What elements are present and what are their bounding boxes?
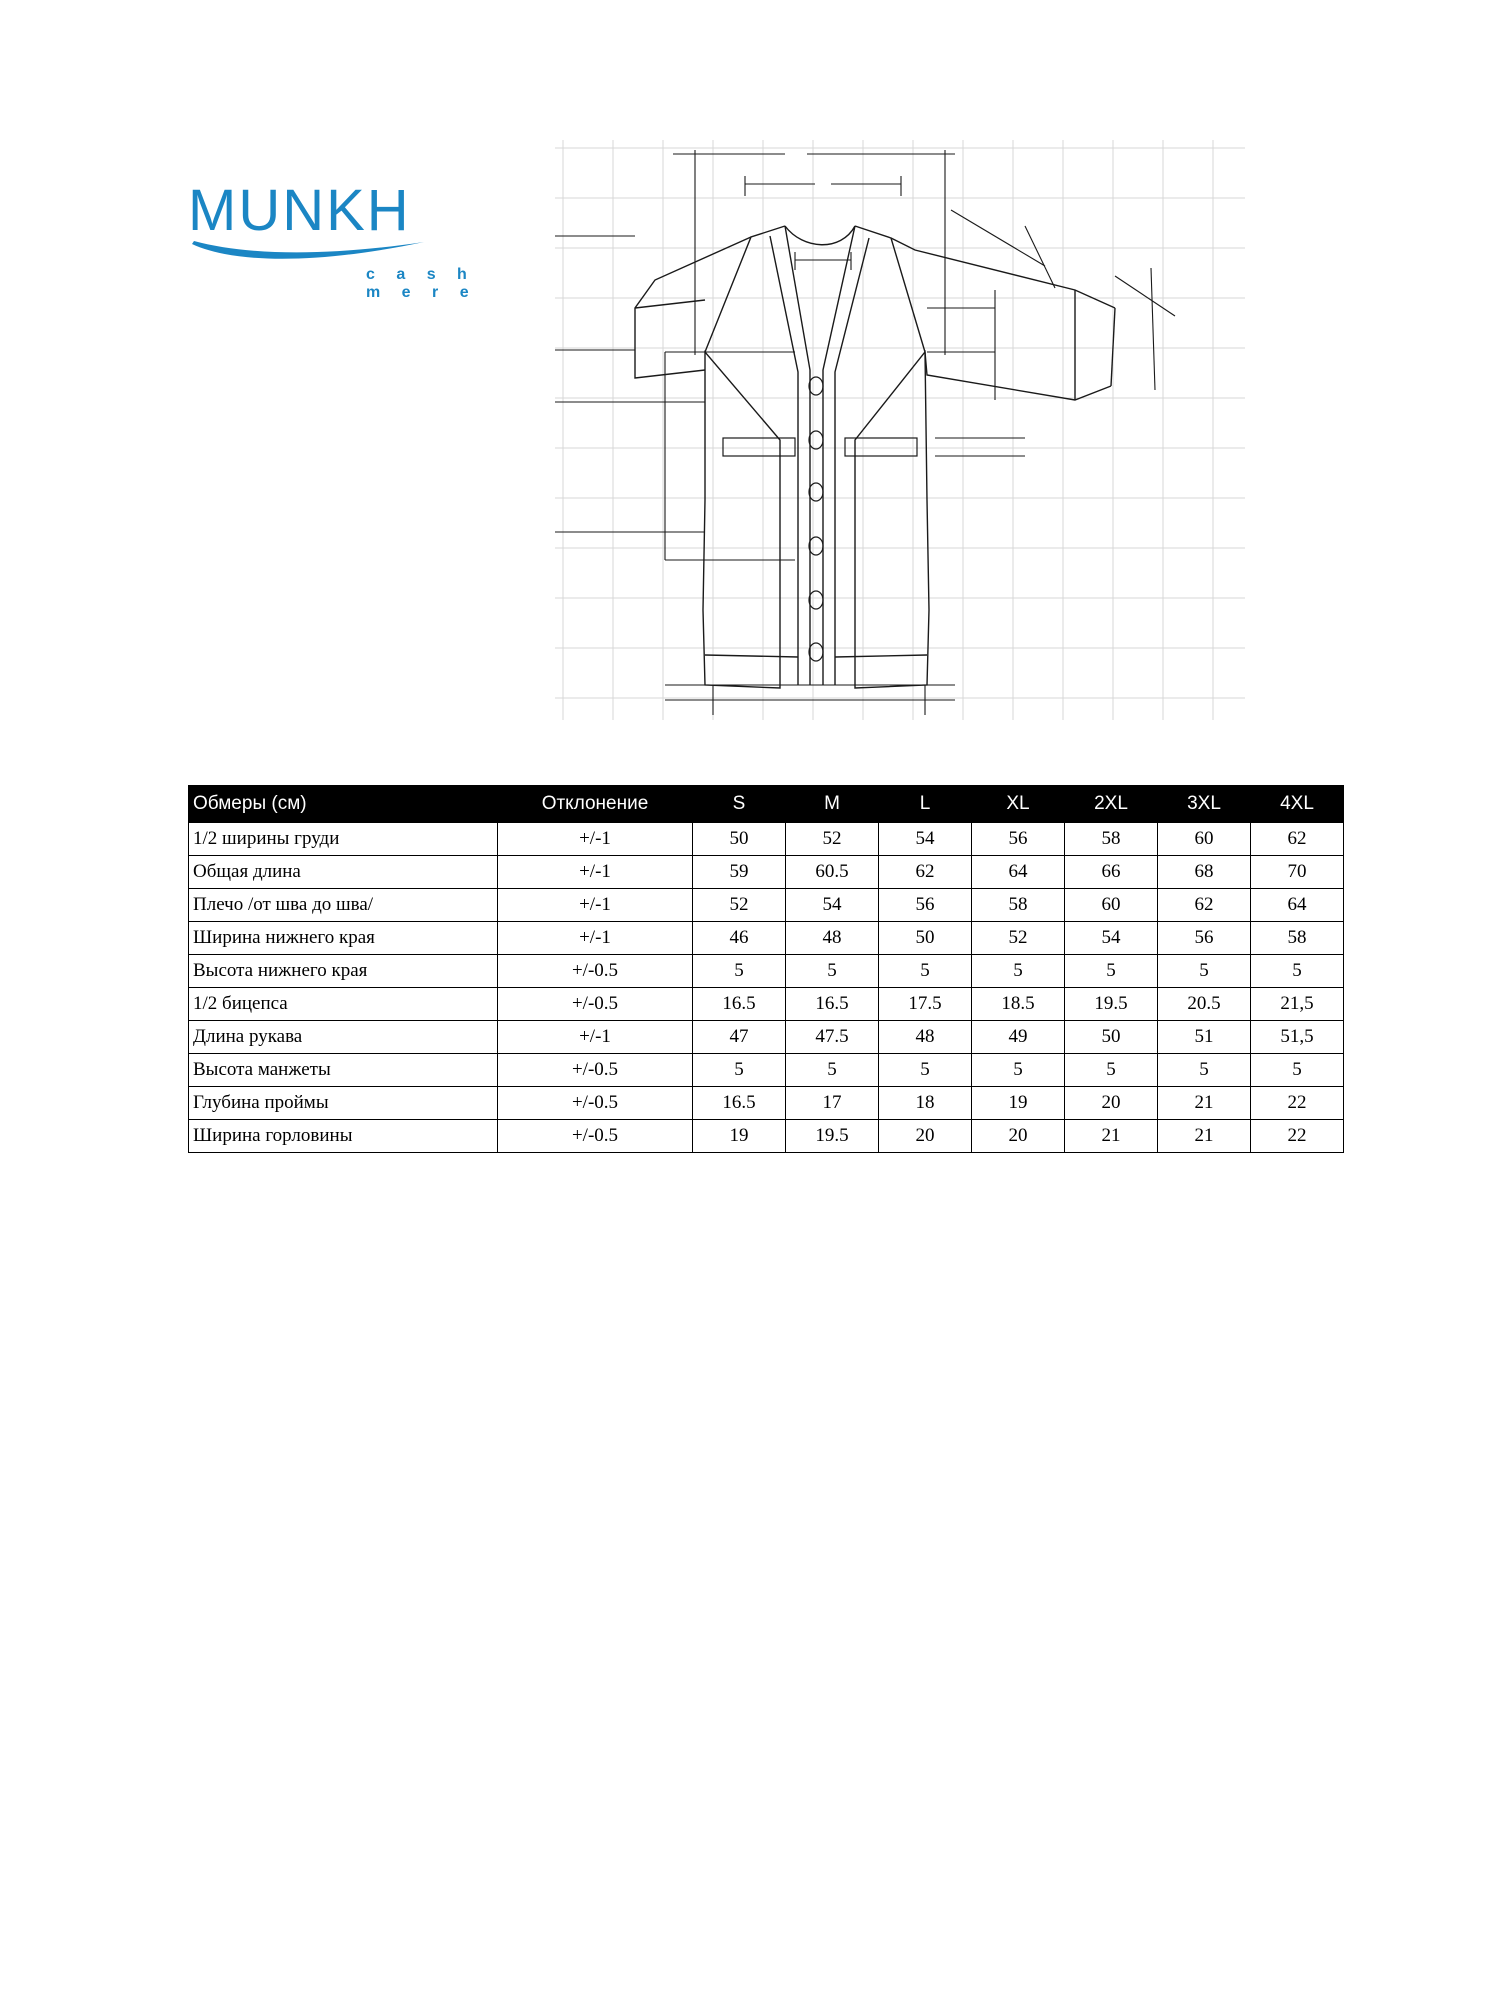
- brand-logo: [188, 178, 478, 312]
- cell-3xl: 62: [1158, 889, 1251, 922]
- cell-4xl: 58: [1251, 922, 1344, 955]
- cell-xl: 5: [972, 1054, 1065, 1087]
- column-header-deviation: Отклонение: [498, 786, 693, 823]
- cell-xl: 56: [972, 823, 1065, 856]
- table-row: [189, 955, 1344, 988]
- cell-4xl: 5: [1251, 955, 1344, 988]
- cell-3xl: 56: [1158, 922, 1251, 955]
- cell-s: 52: [693, 889, 786, 922]
- cell-xl: 19: [972, 1087, 1065, 1120]
- cell-m: 54: [786, 889, 879, 922]
- table-row: [189, 1021, 1344, 1054]
- row-label: Ширина нижнего края: [189, 922, 498, 955]
- table-row: [189, 823, 1344, 856]
- row-label: Ширина горловины: [189, 1120, 498, 1153]
- table-header-row: [189, 786, 1344, 823]
- cell-4xl: 51,5: [1251, 1021, 1344, 1054]
- cell-xl: 20: [972, 1120, 1065, 1153]
- table-row: [189, 856, 1344, 889]
- cell-4xl: 22: [1251, 1120, 1344, 1153]
- column-header-size-2xl: 2XL: [1065, 786, 1158, 823]
- cell-4xl: 22: [1251, 1087, 1344, 1120]
- column-header-size-3xl: 3XL: [1158, 786, 1251, 823]
- column-header-size-m: M: [786, 786, 879, 823]
- cell-4xl: 64: [1251, 889, 1344, 922]
- cell-xl: 58: [972, 889, 1065, 922]
- cell-3xl: 21: [1158, 1087, 1251, 1120]
- row-label: Глубина проймы: [189, 1087, 498, 1120]
- logo-wordmark: MUNKH: [188, 178, 411, 243]
- column-header-size-l: L: [879, 786, 972, 823]
- cell-m: 5: [786, 955, 879, 988]
- cell-3xl: 20.5: [1158, 988, 1251, 1021]
- cell-2xl: 50: [1065, 1021, 1158, 1054]
- cell-2xl: 54: [1065, 922, 1158, 955]
- cell-m: 17: [786, 1087, 879, 1120]
- column-header-measure: Обмеры (см): [189, 786, 498, 823]
- row-deviation: +/-1: [498, 922, 693, 955]
- cell-s: 5: [693, 955, 786, 988]
- column-header-size-4xl: 4XL: [1251, 786, 1344, 823]
- table-body: [189, 823, 1344, 1153]
- cell-l: 20: [879, 1120, 972, 1153]
- cell-xl: 52: [972, 922, 1065, 955]
- cell-m: 47.5: [786, 1021, 879, 1054]
- row-deviation: +/-1: [498, 1021, 693, 1054]
- row-deviation: +/-0.5: [498, 1120, 693, 1153]
- cell-3xl: 21: [1158, 1120, 1251, 1153]
- cell-m: 19.5: [786, 1120, 879, 1153]
- cell-2xl: 5: [1065, 955, 1158, 988]
- cell-l: 48: [879, 1021, 972, 1054]
- cell-m: 48: [786, 922, 879, 955]
- cell-s: 46: [693, 922, 786, 955]
- row-deviation: +/-0.5: [498, 1087, 693, 1120]
- cell-s: 5: [693, 1054, 786, 1087]
- cell-m: 16.5: [786, 988, 879, 1021]
- row-label: Общая длина: [189, 856, 498, 889]
- cell-l: 56: [879, 889, 972, 922]
- cell-xl: 49: [972, 1021, 1065, 1054]
- cell-s: 47: [693, 1021, 786, 1054]
- cell-2xl: 20: [1065, 1087, 1158, 1120]
- cell-s: 16.5: [693, 988, 786, 1021]
- row-deviation: +/-0.5: [498, 955, 693, 988]
- cell-2xl: 5: [1065, 1054, 1158, 1087]
- cell-s: 19: [693, 1120, 786, 1153]
- cell-3xl: 51: [1158, 1021, 1251, 1054]
- cell-3xl: 5: [1158, 1054, 1251, 1087]
- logo-swoosh-icon: [190, 240, 426, 266]
- cell-xl: 18.5: [972, 988, 1065, 1021]
- cell-l: 5: [879, 955, 972, 988]
- cell-m: 60.5: [786, 856, 879, 889]
- cell-l: 17.5: [879, 988, 972, 1021]
- cell-4xl: 21,5: [1251, 988, 1344, 1021]
- cell-l: 18: [879, 1087, 972, 1120]
- column-header-size-s: S: [693, 786, 786, 823]
- cell-s: 16.5: [693, 1087, 786, 1120]
- cell-xl: 64: [972, 856, 1065, 889]
- row-deviation: +/-0.5: [498, 988, 693, 1021]
- table-row: [189, 1054, 1344, 1087]
- cell-xl: 5: [972, 955, 1065, 988]
- cell-m: 5: [786, 1054, 879, 1087]
- cell-l: 62: [879, 856, 972, 889]
- cell-4xl: 5: [1251, 1054, 1344, 1087]
- cell-s: 50: [693, 823, 786, 856]
- row-label: Плечо /от шва до шва/: [189, 889, 498, 922]
- cell-l: 5: [879, 1054, 972, 1087]
- row-label: Высота нижнего края: [189, 955, 498, 988]
- row-label: Высота манжеты: [189, 1054, 498, 1087]
- cell-3xl: 60: [1158, 823, 1251, 856]
- row-label: 1/2 ширины груди: [189, 823, 498, 856]
- cell-2xl: 21: [1065, 1120, 1158, 1153]
- cell-m: 52: [786, 823, 879, 856]
- cell-3xl: 5: [1158, 955, 1251, 988]
- cell-2xl: 66: [1065, 856, 1158, 889]
- cardigan-technical-sketch: [555, 140, 1245, 740]
- row-deviation: +/-1: [498, 823, 693, 856]
- row-label: 1/2 бицепса: [189, 988, 498, 1021]
- table-row: [189, 1120, 1344, 1153]
- cell-2xl: 60: [1065, 889, 1158, 922]
- table-row: [189, 922, 1344, 955]
- size-chart-table: [188, 785, 1344, 1153]
- table-header: [189, 786, 1344, 823]
- cell-4xl: 62: [1251, 823, 1344, 856]
- table-row: [189, 889, 1344, 922]
- cell-4xl: 70: [1251, 856, 1344, 889]
- cell-2xl: 58: [1065, 823, 1158, 856]
- cell-l: 54: [879, 823, 972, 856]
- cell-l: 50: [879, 922, 972, 955]
- cell-3xl: 68: [1158, 856, 1251, 889]
- cell-2xl: 19.5: [1065, 988, 1158, 1021]
- table-row: [189, 988, 1344, 1021]
- row-deviation: +/-1: [498, 856, 693, 889]
- row-label: Длина рукава: [189, 1021, 498, 1054]
- row-deviation: +/-0.5: [498, 1054, 693, 1087]
- logo-subtitle: c a s h m e r e: [366, 266, 478, 301]
- table-row: [189, 1087, 1344, 1120]
- cell-s: 59: [693, 856, 786, 889]
- size-chart: [188, 785, 1314, 1153]
- column-header-size-xl: XL: [972, 786, 1065, 823]
- row-deviation: +/-1: [498, 889, 693, 922]
